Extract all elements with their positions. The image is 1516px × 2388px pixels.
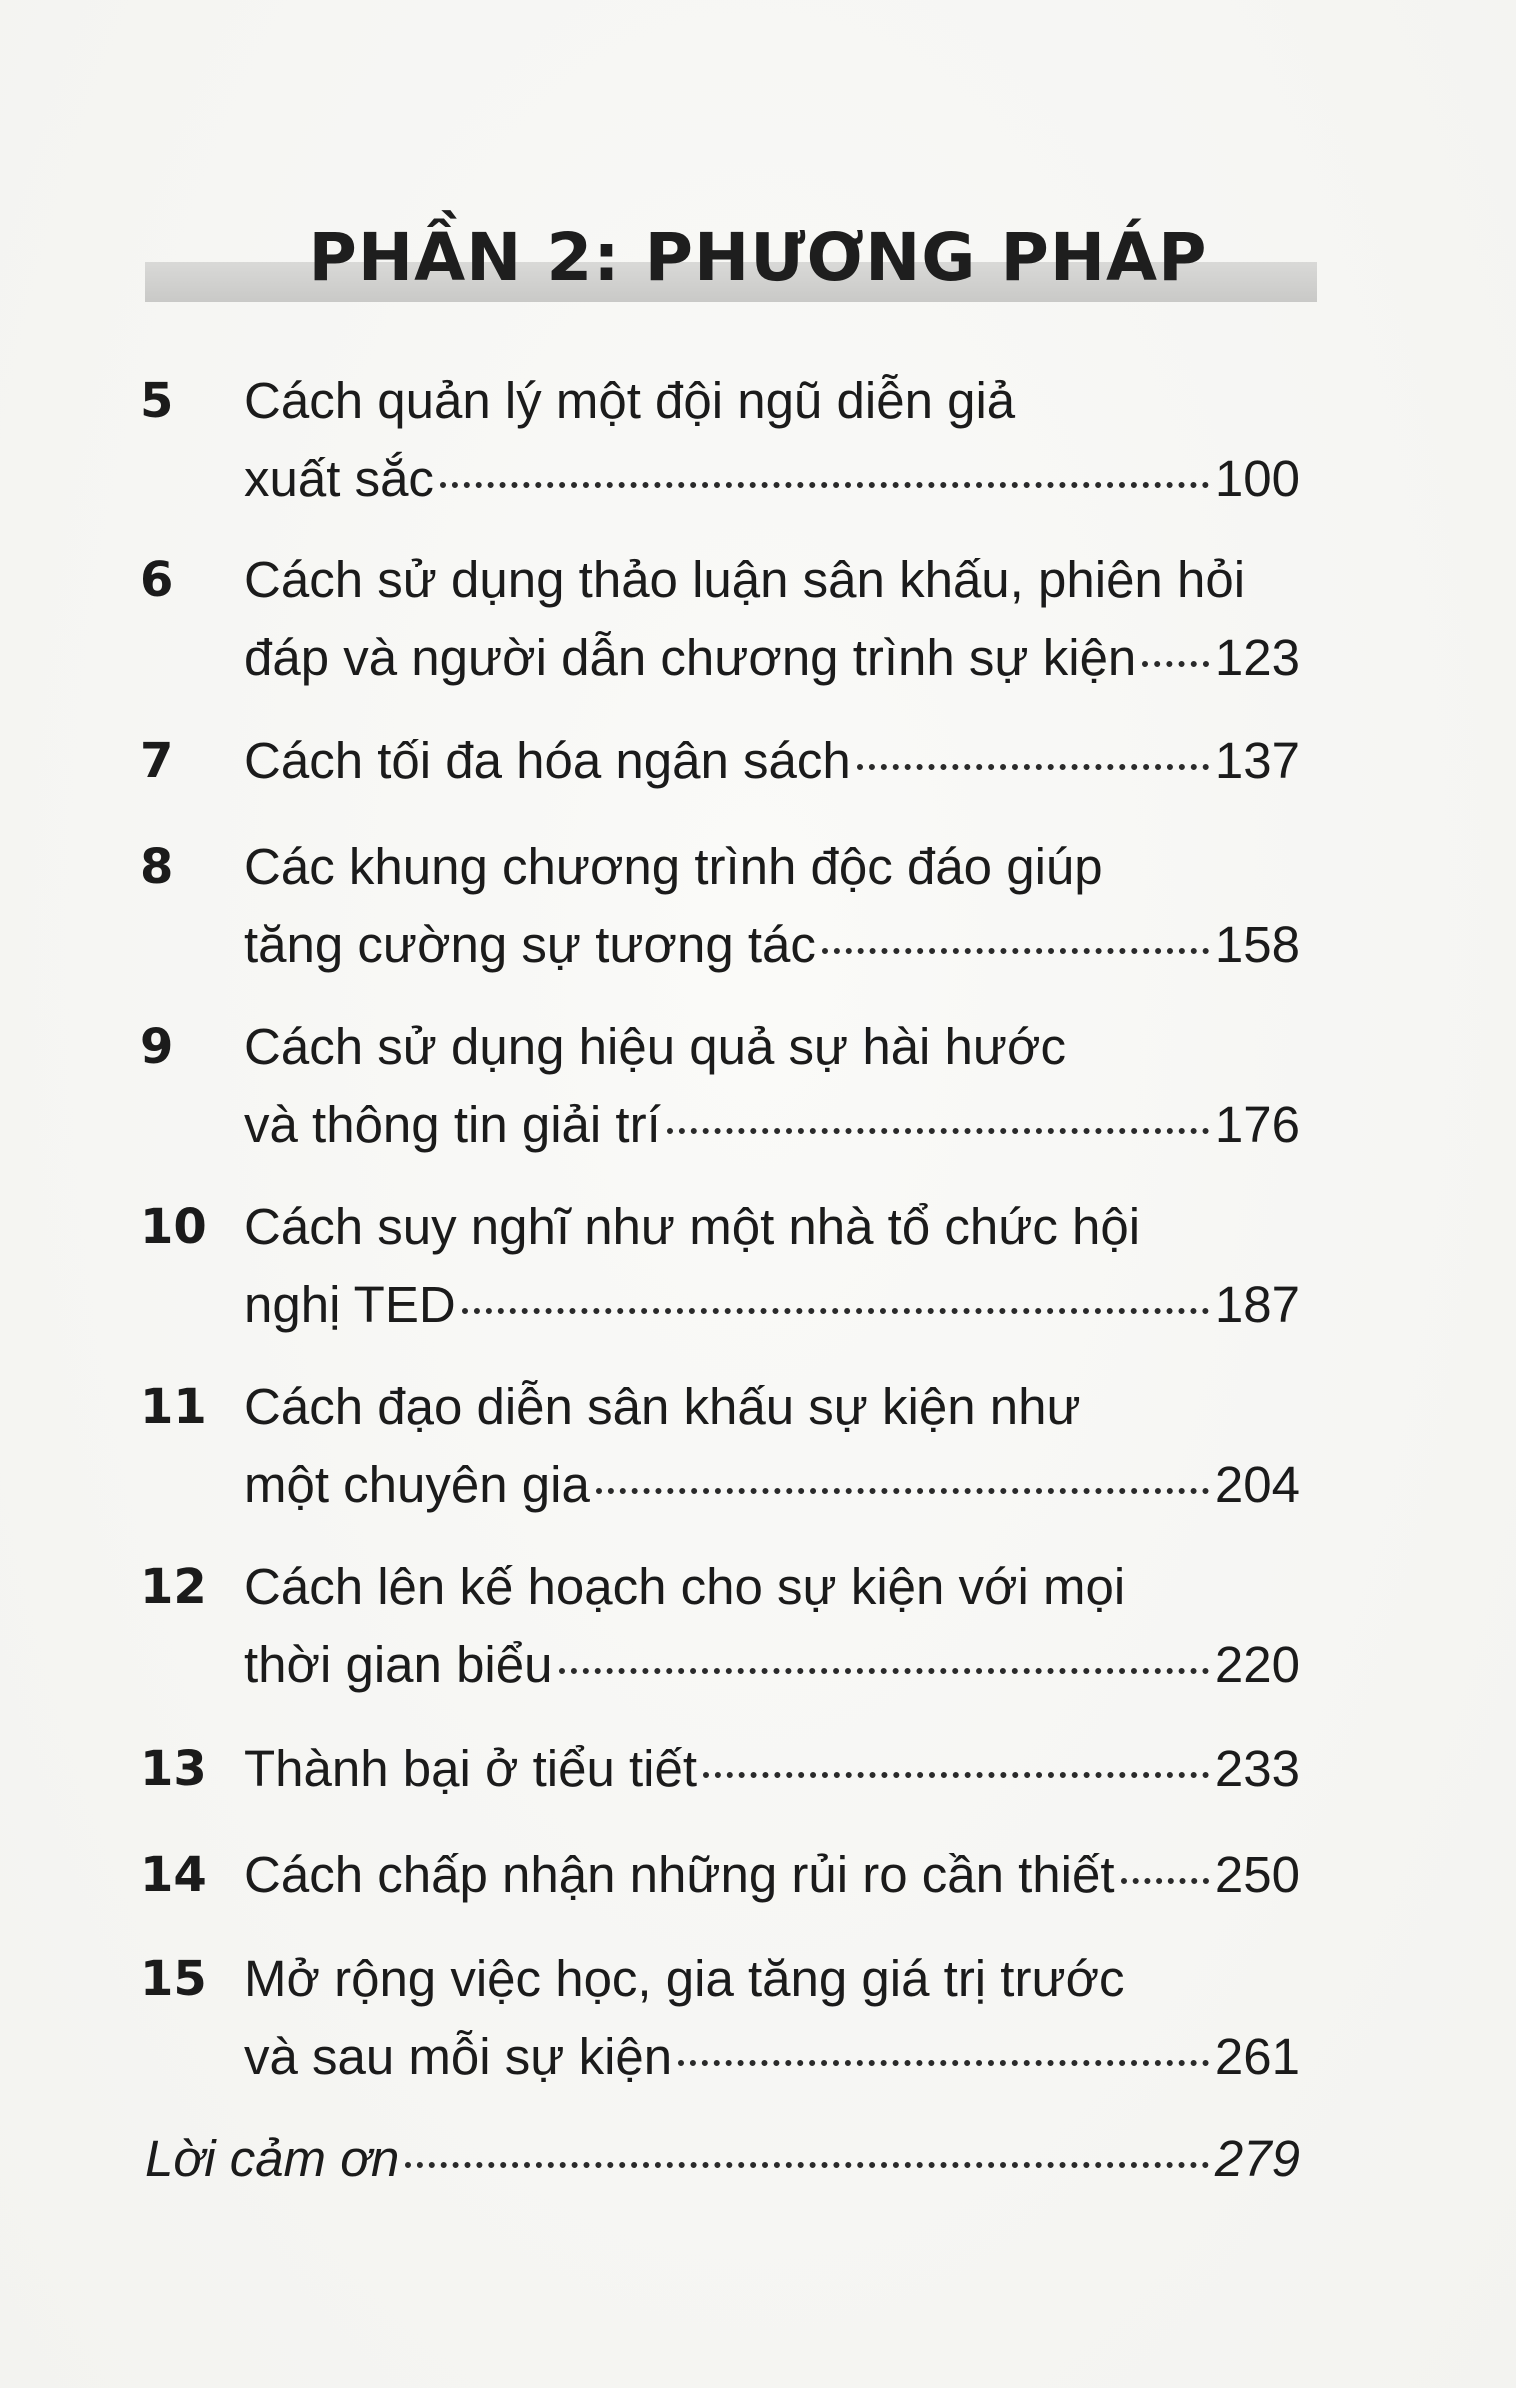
dot-leader	[462, 1308, 1209, 1314]
chapter-number: 8	[140, 839, 174, 895]
dot-leader	[822, 948, 1209, 954]
chapter-title-line2: Thành bại ở tiểu tiết	[244, 1740, 698, 1797]
chapter-number: 13	[140, 1741, 207, 1797]
dot-leader	[1142, 661, 1209, 667]
chapter-title	[244, 1730, 1300, 1808]
chapter-title	[244, 362, 1300, 518]
chapter-title	[244, 828, 1300, 984]
dot-leader	[1121, 1878, 1209, 1884]
chapter-number: 5	[140, 373, 174, 429]
chapter-title-line1: Cách suy nghĩ như một nhà tổ chức hội	[244, 1198, 1141, 1255]
chapter-title-line2: xuất sắc	[244, 450, 434, 507]
page-number: 220	[1214, 1636, 1300, 1693]
chapter-title-line1: Cách quản lý một đội ngũ diễn giả	[244, 372, 1016, 429]
chapter-number: 11	[140, 1379, 207, 1435]
chapter-number: 14	[140, 1847, 207, 1903]
chapter-title-line1: Các khung chương trình độc đáo giúp	[244, 838, 1103, 895]
part-title: PHẦN 2: PHƯƠNG PHÁP	[308, 219, 1208, 296]
chapter-title-line1: Mở rộng việc học, gia tăng giá trị trước	[244, 1950, 1125, 2007]
page-number: 176	[1214, 1096, 1300, 1153]
dot-leader	[857, 764, 1209, 770]
chapter-title-line1: Cách sử dụng thảo luận sân khấu, phiên hỏi	[244, 551, 1246, 608]
chapter-number: 10	[140, 1199, 207, 1255]
dot-leader	[678, 2060, 1209, 2066]
chapter-title	[244, 1548, 1300, 1704]
chapter-number: 6	[140, 552, 174, 608]
chapter-title-line1: Cách lên kế hoạch cho sự kiện với mọi	[244, 1558, 1126, 1615]
dot-leader	[559, 1668, 1209, 1674]
chapter-title-line2: nghị TED	[244, 1276, 456, 1333]
chapter-number: 12	[140, 1559, 207, 1615]
chapter-title	[244, 541, 1300, 697]
dot-leader	[596, 1488, 1209, 1494]
chapter-number: 7	[140, 733, 174, 789]
dot-leader	[667, 1128, 1209, 1134]
chapter-title-line2: và sau mỗi sự kiện	[244, 2028, 673, 2085]
chapter-number: 15	[140, 1951, 207, 2007]
chapter-title-line2: Cách chấp nhận những rủi ro cần thiết	[244, 1846, 1115, 1903]
chapter-title-line2: thời gian biểu	[244, 1636, 553, 1693]
chapter-title-line1: Cách đạo diễn sân khấu sự kiện như	[244, 1378, 1081, 1435]
page-number: 137	[1214, 732, 1300, 789]
page-number: 261	[1214, 2028, 1300, 2085]
acknowledgements-entry	[145, 2120, 1300, 2198]
page-number: 158	[1214, 916, 1300, 973]
page-number: 250	[1214, 1846, 1300, 1903]
page-number: 204	[1214, 1456, 1300, 1513]
page-number: 233	[1214, 1740, 1300, 1797]
page-number: 279	[1214, 2130, 1300, 2187]
chapter-title	[244, 1008, 1300, 1164]
chapter-title-line2: tăng cường sự tương tác	[244, 916, 816, 973]
chapter-title	[244, 1188, 1300, 1344]
acknowledgements-label: Lời cảm ơn	[145, 2130, 400, 2187]
chapter-title	[244, 722, 1300, 800]
chapter-title	[244, 1940, 1300, 2096]
dot-leader	[405, 2162, 1209, 2168]
chapter-title-line1: Cách sử dụng hiệu quả sự hài hước	[244, 1018, 1067, 1075]
chapter-title	[244, 1836, 1300, 1914]
chapter-title-line2: đáp và người dẫn chương trình sự kiện	[244, 629, 1137, 686]
page-number: 100	[1214, 450, 1300, 507]
page-number: 123	[1214, 629, 1300, 686]
dot-leader	[703, 1772, 1209, 1778]
chapter-number: 9	[140, 1019, 174, 1075]
chapter-title-line2: và thông tin giải trí	[244, 1096, 661, 1153]
page-number: 187	[1214, 1276, 1300, 1333]
chapter-title-line2: một chuyên gia	[244, 1456, 590, 1513]
chapter-title	[244, 1368, 1300, 1524]
chapter-title-line2: Cách tối đa hóa ngân sách	[244, 732, 851, 789]
dot-leader	[440, 482, 1209, 488]
